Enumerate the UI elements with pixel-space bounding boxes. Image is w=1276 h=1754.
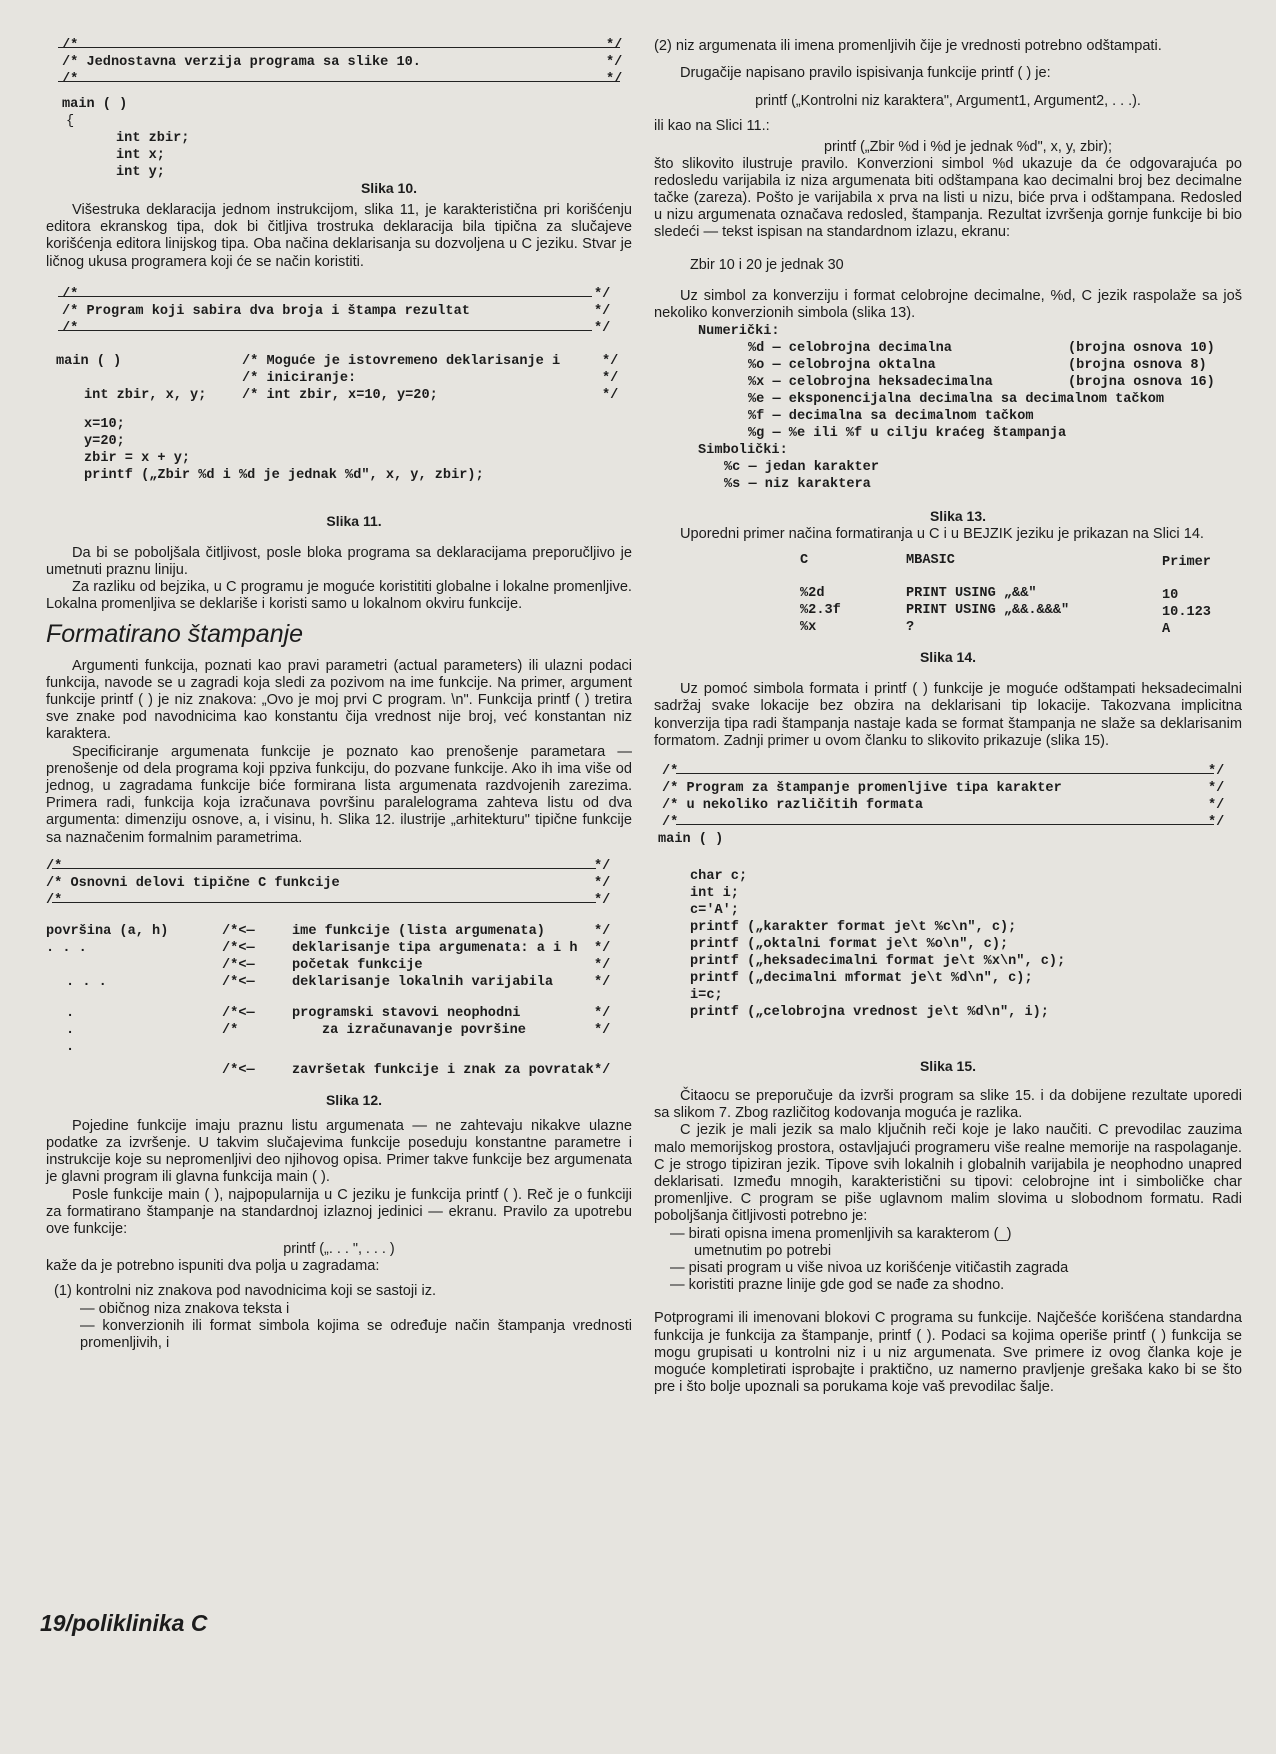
comment-end: */ [594,1005,611,1021]
list-item: (brojna osnova 8) [1068,358,1207,374]
list-item: %o — celobrojna oktalna [748,358,936,374]
caption-slika-11: Slika 11. [326,512,382,529]
caption-slika-13: Slika 13. [929,508,987,525]
code-line: i=c; [690,988,723,1004]
comment-end: */ [602,387,619,403]
comment-end: */ [594,1062,611,1078]
comment-start: /* [62,286,79,302]
list-item: %e — eksponencijalna decimalna sa decimalnom tačkom [748,392,1165,408]
code-line: printf („heksadecimalni format je\t %x\n", c); [690,954,1066,970]
code-title: /* u nekoliko različitih formata [662,798,924,814]
printf-rule: printf („Kontrolni niz karaktera", Argument1, Argument2, . . .). [755,93,1141,110]
table-cell: 10.123 [1162,605,1211,621]
code-line: char c; [690,869,748,885]
comment-end: */ [594,940,611,956]
paragraph: što slikovito ilustruje pravilo. Konverzioni simbol %d ukazuje da će odgovarajuća po redosledu varijabila iz niza argumenata biti odštampana kao decimalni broj bez decimalne tačke (zareza). Pošto je varijabila x prva na listi u nizu, biće prva i odštampana. Redosled u nizu argumenata označava redosled, štampanja. Rezultat izvršenja gornje funkcije bi bio sledeći — tekst ispisan na standardnom izlazu, ekranu: [654,155,1242,241]
code-title: /* Program koji sabira dva broja i štampa rezultat [62,303,470,319]
code-arrow: /*<— [222,1062,255,1078]
list-item: (2) niz argumenata ili imena promenljivih čije je vrednosti potrebno odštampati. [654,38,1162,54]
comment-end: */ [594,303,611,319]
table-header-cell: MBASIC [906,553,955,569]
code-comment: za izračunavanje površine [322,1022,526,1038]
page-footer: 19/poliklinika C [40,1610,208,1636]
table-cell: ? [906,620,915,636]
list-item: %d — celobrojna decimalna [748,341,952,357]
comment-end: */ [594,1022,611,1038]
list-item: — običnog niza znakova teksta i [80,1300,290,1317]
code-block-slika-15 [654,764,1242,1022]
comment-start: /* [62,72,79,87]
paragraph: Da bi se poboljšala čitljivost, posle bloka programa sa deklaracijama preporučljivo je umetnuti praznu liniju. [46,544,632,579]
list-item: (1) kontrolni niz znakova pod navodnicima koji se sastoji iz. [54,1283,437,1300]
paragraph: Uz pomoć simbola formata i printf ( ) funkcije je moguće odštampati heksadecimalni sadržaj svake lokacije bez obzira na deklarisani tip lokacije. Takozvana implicitna konverzija tipa radi štampanja nastaje kada se format štampanja ne slaže sa deklarisanim formatom. Zadnji primer u ovom članku to slikovito prikazuje (slika 15). [654,681,1242,749]
code-line: y=20; [84,433,125,449]
code-line: x=10; [84,416,125,432]
printf-example: printf („Zbir %d i %d je jednak %d", x, y, zbir); [824,138,1112,155]
code-line: . [66,1039,75,1055]
paragraph: Višestruka deklaracija jednom instrukcijom, slika 11, je karakteristična pri korišćenju editora ekranskog tipa, dok bi čitljiva trostruka deklaracija bila tipična za slučajeve korišćenja editora linijskog tipa. Oba načina deklarisanja su dozvoljena u C jeziku. Stvar je ličnog ukusa programera koji će se način koristiti. [46,202,632,270]
code-line: int x; [116,148,165,163]
comment-start: /* [46,858,63,874]
table-row [654,586,1242,603]
list-item: %f — decimalna sa decimalnom tačkom [748,409,1034,425]
comment-end: */ [606,38,623,53]
table-row [654,620,1242,637]
code-line: int y; [116,165,165,180]
comment-start: /* [62,38,79,53]
paragraph: Pojedine funkcije imaju praznu listu argumenata — ne zahtevaju nikakve ulazne podatke za izvršenje. U takvim slučajevima funkcije poseduju konstantne parametre i instrukcije koje su nepromenljivi deo njihovog opisa. Primer takve funkcije bez argumenata je glavni program ili glavna funkcija main ( ). [46,1117,632,1186]
table-cell: 10 [1162,588,1179,604]
paragraph: Čitaocu se preporučuje da izvrši program sa slike 15. i da dobijene rezultate uporedi sa slikom 7. Zbog različitog kodovanja moguća je razlika. [654,1088,1242,1122]
code-line: int zbir; [116,131,190,146]
code-block-slika-11 [46,287,632,485]
code-line: printf („celobrojna vrednost je\t %d\n", i); [690,1005,1049,1021]
paragraph: Drugačije napisano pravilo ispisivanja funkcije printf ( ) je: [680,65,1051,82]
code-comment: završetak funkcije i znak za povratak [292,1062,594,1078]
paragraph: Specificiranje argumenata funkcije je poznato kao prenošenje parametara — prenošenje od dela programa koji ppziva funkciju, do pozvane funkcije. Ako ih ima više od jednog, u zagradama funkcije biće formirana lista argumenata razdvojenih zarezima. Primera radi, funkcija koja izračunava površinu paralelograma zahteva listu od dva argumenta: dimenziju osnove, a, i visinu, h. Slika 12. ilustrije „arhitekturu" tipične funkcije sa naznačenim formalnim parametrima. [46,743,632,846]
output-example: Zbir 10 i 20 je jednak 30 [690,256,844,273]
paragraph: Uporedni primer načina formatiranja u C i u BEJZIK jeziku je prikazan na Slici 14. [680,526,1204,543]
table-cell: A [1162,622,1171,638]
comment-end: */ [1208,764,1225,780]
code-line: printf („oktalni format je\t %o\n", c); [690,937,1009,953]
code-comment: programski stavovi neophodni [292,1005,521,1021]
comment-end: */ [1208,815,1225,831]
caption-slika-14: Slika 14. [919,649,977,666]
comment-end: */ [594,957,611,973]
list-item: — konverzionih ili format simbola kojima se određuje način štampanja vrednosti promenljivih, i [80,1317,632,1352]
comment-end: */ [606,72,623,87]
code-arrow: /*<— [222,974,255,990]
comment-end: */ [594,974,611,990]
table-slika-14 [654,553,1242,637]
paragraph: C jezik je mali jezik sa malo ključnih reči koje je lako naučiti. C prevodilac zauzima malo memorijskog prostora, ostavljajući programeru više realne memorije na raspolaganje. C je strogo tipiziran jezik. Tipove svih lokalnih i globalnih varijabila je neophodno unapred deklarisati. Između mnogih, karakteristični su tipovi: celobrojne int i simboličke char promenljive. C program se piše uglavnom malim slovima u slobodnom formatu. Radi poboljšanja čitljivosti potrebno je: [654,1122,1242,1225]
code-arrow: /* [222,1022,239,1038]
list-item: — koristiti prazne linije gde god se nađe za shodno. [670,1277,1005,1294]
code-arrow: /*<— [222,923,255,939]
table-cell: %2.3f [800,603,841,619]
code-line: . . . [46,940,87,956]
code-line: površina (a, h) [46,923,169,939]
table-row [654,603,1242,620]
comment-end: */ [594,923,611,939]
code-comment: deklarisanje lokalnih varijabila [292,974,554,990]
caption-slika-12: Slika 12. [325,1091,383,1108]
code-comment: /* int zbir, x=10, y=20; [242,387,438,403]
comment-end: */ [1208,781,1225,797]
comment-start: /* [662,815,679,831]
list-item: — pisati program u više nivoa uz korišćenje vitičastih zagrada [670,1260,1069,1277]
paragraph: Uz simbol za konverziju i format celobrojne decimalne, %d, C jezik raspolaže sa još nekoliko konverzionih simbola (slika 13). [654,287,1242,321]
paragraph: kaže da je potrebno ispuniti dva polja u zagradama: [46,1258,380,1275]
paragraph: Argumenti funkcija, poznati kao pravi parametri (actual parameters) ili ulazni podaci funkcija, navode se u zagradi koja sledi za pozivom na ime funkcije. Na primer, argument funkcije printf ( ) je niz znakova: „Ovo je moj prvi C program. \n". Funkcija printf ( ) tretira sve znake pod navodnicima kao konstantu čija vrednost nije broj, već konstantan niz karaktera. [46,657,632,743]
code-line: printf („Zbir %d i %d je jednak %d", x, y, zbir); [84,467,484,483]
list-item: (brojna osnova 10) [1068,341,1215,357]
code-line: c='A'; [690,903,739,919]
paragraph: Posle funkcije main ( ), najpopularnija u C jeziku je funkcija printf ( ). Reč je o funkciji za formatirano štampanje na standardnoj izlaznoj jedinici — ekranu. Pravilo za upotrebu ove funkcije: [46,1186,632,1238]
left-column [46,38,632,1352]
comment-end: */ [594,286,611,302]
code-comment: ime funkcije (lista argumenata) [292,923,545,939]
code-line: main ( ) [658,832,724,848]
comment-end: */ [1208,798,1225,814]
code-title: /* Osnovni delovi tipične C funkcije [46,875,340,891]
list-item: %s — niz karaktera [724,477,871,493]
table-cell: PRINT USING „&&.&&&" [906,603,1070,619]
comment-end: */ [594,892,611,908]
table-cell: %2d [800,586,825,602]
code-line: zbir = x + y; [84,450,191,466]
comment-end: */ [602,353,619,369]
comment-end: */ [606,55,623,70]
comment-start: /* [46,892,63,908]
code-comment: deklarisanje tipa argumenata: a i h [292,940,578,956]
list-item: — birati opisna imena promenljivih sa karakterom (_) [670,1225,1012,1242]
right-column [654,38,1242,1397]
table-header-cell: C [800,553,809,569]
section-heading: Formatirano štampanje [46,619,304,648]
table-cell: PRINT USING „&&" [906,586,1037,602]
code-arrow: /*<— [222,1005,255,1021]
code-line: printf („decimalni mformat je\t %d\n", c); [690,971,1033,987]
comment-end: */ [594,320,611,336]
code-comment: početak funkcije [292,957,423,973]
code-arrow: /*<— [222,957,255,973]
comment-end: */ [594,875,611,891]
code-line: . [66,1022,75,1038]
code-block-slika-12 [46,859,632,1080]
comment-end: */ [594,858,611,874]
paragraph: ili kao na Slici 11.: [654,118,770,135]
code-line: . [66,1005,75,1021]
comment-start: /* [662,764,679,780]
code-comment: /* Moguće je istovremeno deklarisanje i [242,353,561,369]
code-line: . . . [66,974,107,990]
code-comment: /* iniciranje: [242,370,357,386]
table-heading: Simbolički: [698,443,788,459]
code-line: printf („karakter format je\t %c\n", c); [690,920,1017,936]
caption-slika-15: Slika 15. [919,1058,977,1075]
figure-slika-13 [654,324,1242,494]
code-block-slika-10 [46,38,632,182]
code-line: int zbir, x, y; [84,387,207,403]
table-cell: %x [800,620,817,636]
code-arrow: /*<— [222,940,255,956]
list-item: umetnutim po potrebi [694,1242,832,1259]
comment-start: /* [62,320,79,336]
list-item: %x — celobrojna heksadecimalna [748,375,993,391]
paragraph: Za razliku od bejzika, u C programu je moguće koristititi globalne i lokalne promenljive. Lokalna promenljiva se deklariše i koristi samo u lokalnom okviru funkcije. [46,579,632,613]
code-line: { [66,114,75,129]
code-title: /* Jednostavna verzija programa sa slike 10. [62,55,421,70]
comment-end: */ [602,370,619,386]
code-title: /* Program za štampanje promenljive tipa karakter [662,781,1062,797]
list-item: %g — %e ili %f u cilju kraćeg štampanja [748,426,1067,442]
list-item: %c — jedan karakter [724,460,879,476]
printf-rule: printf („. . . ", . . . ) [283,1241,395,1258]
caption-slika-10: Slika 10. [360,180,418,196]
paragraph: Potprogrami ili imenovani blokovi C programa su funkcije. Najčešće korišćena standardna funkcija je funkcija za štampanje, printf ( ). Podaci sa kojima operiše printf ( ) funkcija se mogu grupisati u kontrolni niz i u niz argumenata. Sve primere iz ovog članka koje je moguće kompletirati isprobajte i praktično, uz namerno pravljenje grešaka kako bi se što pre i što bolje upoznali sa porukama koje vaš prevodilac šalje. [654,1310,1242,1396]
table-heading: Numerički: [698,324,780,340]
code-line: main ( ) [56,353,122,369]
code-line: int i; [690,886,739,902]
code-line: main ( ) [62,97,128,112]
list-item: (brojna osnova 16) [1068,375,1215,391]
table-header-cell: Primer [1162,555,1211,571]
